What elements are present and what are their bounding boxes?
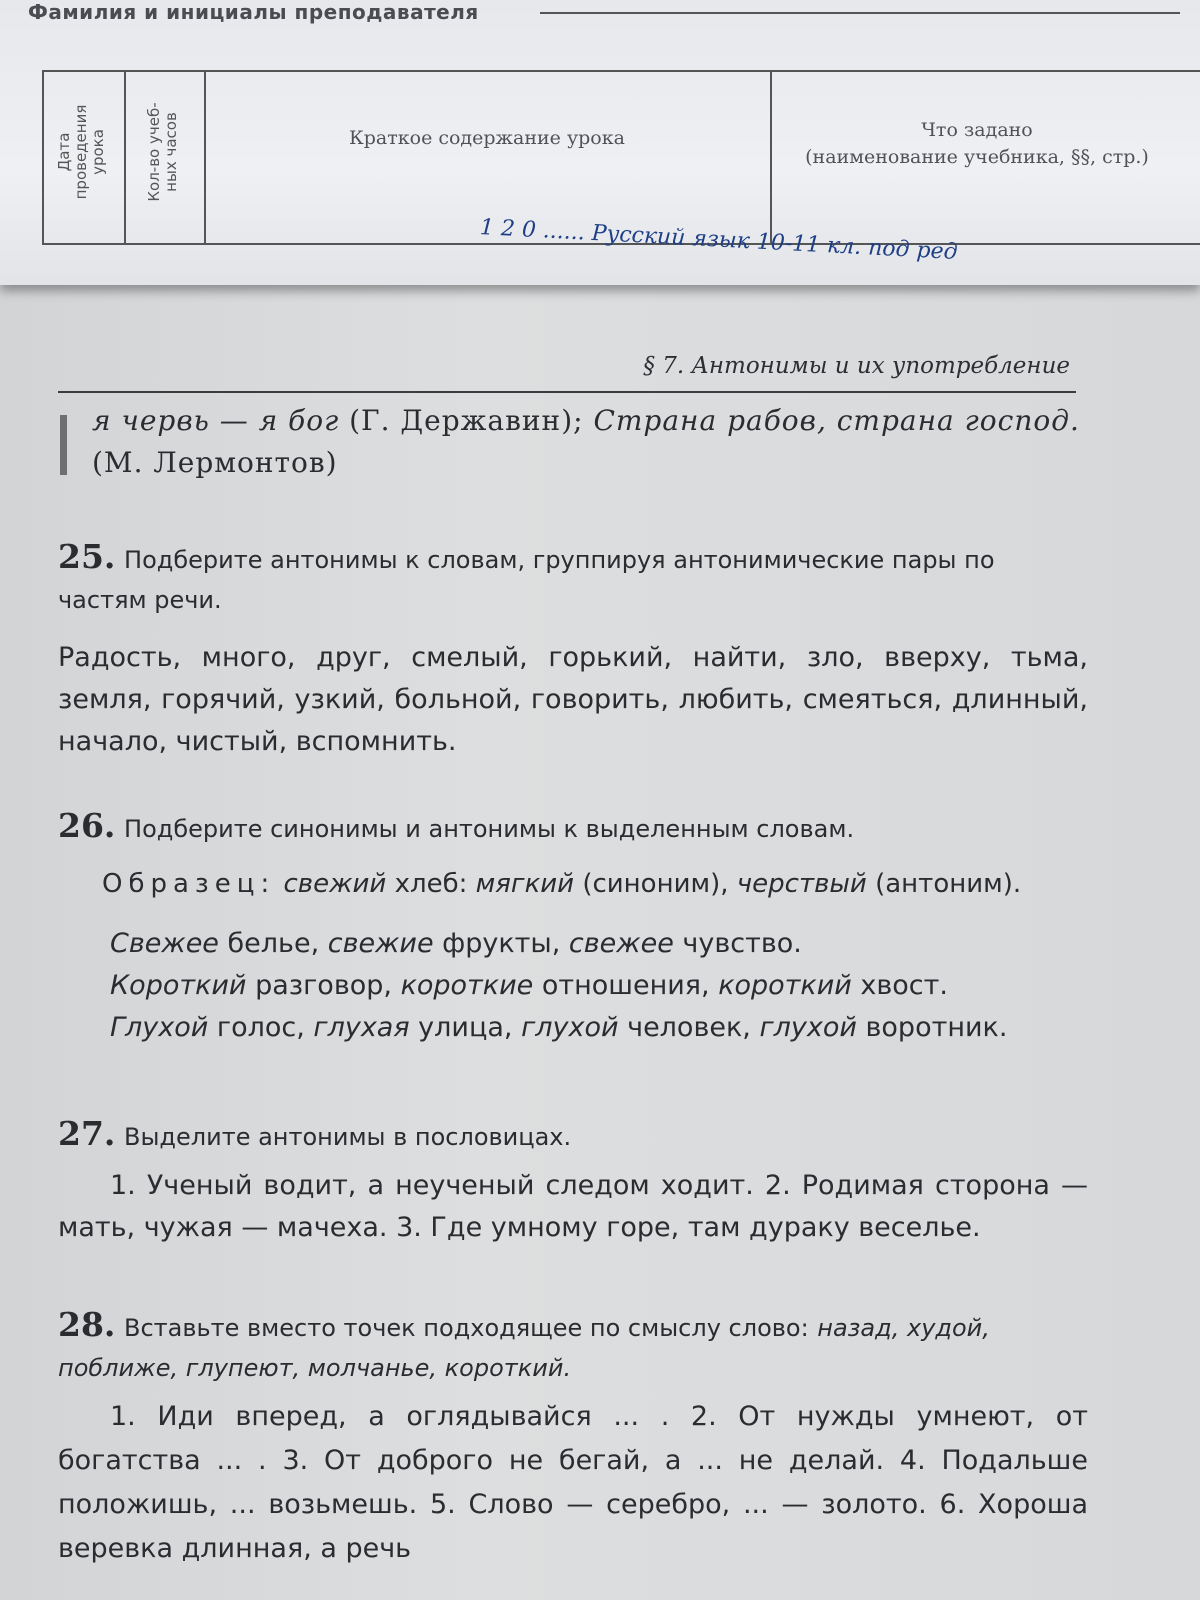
quote-margin-bar [60, 415, 67, 475]
exercise-27-proverbs: 1. Ученый водит, а неученый следом ходит. 2. Родимая сторона — мать, чужая — мачеха. 3. Где умному горе, там дураку веселье. [58, 1170, 1088, 1243]
col-hours-header: Кол-во учеб- ных часов [145, 102, 180, 202]
sample-text: (синоним), [574, 869, 737, 899]
exercise-25-instruction [58, 537, 1088, 620]
teacher-name-label: Фамилия и инициалы преподавателя [28, 0, 479, 24]
exercise-26-task: Подберите синонимы и антонимы к выделенным словам. [124, 815, 855, 843]
exercise-26-number: 26. [58, 806, 116, 845]
handwritten-entry: 1 2 0 ...... Русский язык 10-11 кл. под ред [479, 215, 959, 266]
exercise-27-number: 27. [58, 1114, 116, 1153]
exercise-26-sample [102, 863, 1082, 905]
col-homework-header [770, 117, 1184, 171]
sample-label: Образец: [102, 869, 276, 899]
phrase-line-1 [110, 923, 1090, 965]
col-date-header: Дата проведения урока [55, 104, 107, 200]
highlighted-word: глухой [759, 1012, 857, 1043]
exercise-26-phrases [110, 923, 1090, 1049]
quote-lermontov: Страна рабов, страна господ. [593, 404, 1080, 437]
sample-text: (антоним). [866, 869, 1022, 899]
teacher-name-line [540, 12, 1180, 14]
phrase-text: разговор, [246, 970, 401, 1001]
exercise-28-number: 28. [58, 1305, 116, 1344]
running-head: § 7. Антонимы и их употребление [643, 353, 1070, 379]
exercise-27-task: Выделите антонимы в пословицах. [124, 1123, 572, 1151]
phrase-text: хвост. [851, 970, 948, 1001]
book-page [0, 265, 1200, 1600]
highlighted-word: свежие [327, 928, 434, 959]
phrase-text: фрукты, [433, 928, 569, 959]
journal-table [42, 70, 1200, 245]
exercise-27-instruction [58, 1113, 1088, 1158]
highlighted-word: Глухой [110, 1012, 209, 1043]
col-hours [124, 72, 206, 243]
phrase-text: человек, [618, 1012, 760, 1043]
quote-author-2: (М. Лермонтов) [92, 446, 338, 479]
quote-derzhavin: я червь — я бог [92, 404, 340, 437]
phrase-text: белье, [218, 928, 328, 959]
col-date [44, 72, 126, 243]
col-homework-title: Что задано [921, 119, 1033, 141]
highlighted-word: Короткий [110, 970, 247, 1001]
exercise-25-number: 25. [58, 537, 116, 576]
phrase-line-2 [110, 965, 1090, 1007]
sample-word: свежий [283, 869, 387, 899]
phrase-text: улица, [409, 1012, 522, 1043]
exercise-25-task: Подберите антонимы к словам, группируя антонимические пары по частям речи. [58, 546, 995, 614]
exercise-28-word-list: назад, худой, поближе, глупеют, молчанье, короткий. [58, 1314, 990, 1382]
phrase-text: голос, [208, 1012, 314, 1043]
sample-antonym: черствый [736, 869, 867, 899]
exercise-25-words: Радость, много, друг, смелый, горький, найти, зло, вверху, тьма, земля, горячий, узкий, больной, говорить, любить, смеяться, длинный, начало, чистый, вспомнить. [58, 642, 1088, 757]
highlighted-word: глухая [313, 1012, 410, 1043]
quote-author-1: (Г. Державин); [339, 404, 594, 437]
phrase-text: воротник. [856, 1012, 1008, 1043]
col-homework-subtitle: (наименование учебника, §§, стр.) [805, 146, 1149, 168]
highlighted-word: короткие [400, 970, 534, 1001]
exercise-26-instruction [58, 805, 1088, 850]
header-rule [58, 391, 1076, 393]
phrase-text: чувство. [673, 928, 802, 959]
sample-text: хлеб: [386, 869, 476, 899]
highlighted-word: свежее [568, 928, 674, 959]
phrase-line-3 [110, 1007, 1090, 1049]
sample-synonym: мягкий [475, 869, 575, 899]
col-homework [770, 72, 1200, 243]
highlighted-word: Свежее [110, 928, 219, 959]
phrase-text: отношения, [533, 970, 719, 1001]
col-content-header: Краткое содержание урока [349, 127, 625, 149]
exercise-28-task: Вставьте вместо точек подходящее по смыслу слово: [124, 1314, 809, 1342]
highlighted-word: короткий [718, 970, 852, 1001]
journal-sheet [0, 0, 1200, 285]
exercise-28-instruction [58, 1305, 1088, 1388]
exercise-28-proverbs: 1. Иди вперед, а оглядывайся ... . 2. От нужды умнеют, от богатства ... . 3. От доброго не бегай, а ... не делай. 4. Подальше положишь, ... возьмешь. 5. Слово — серебро, ... — золото. 6. Хороша веревка длинная, а речь [58, 1401, 1088, 1564]
highlighted-word: глухой [521, 1012, 619, 1043]
quote-block [92, 400, 1082, 484]
